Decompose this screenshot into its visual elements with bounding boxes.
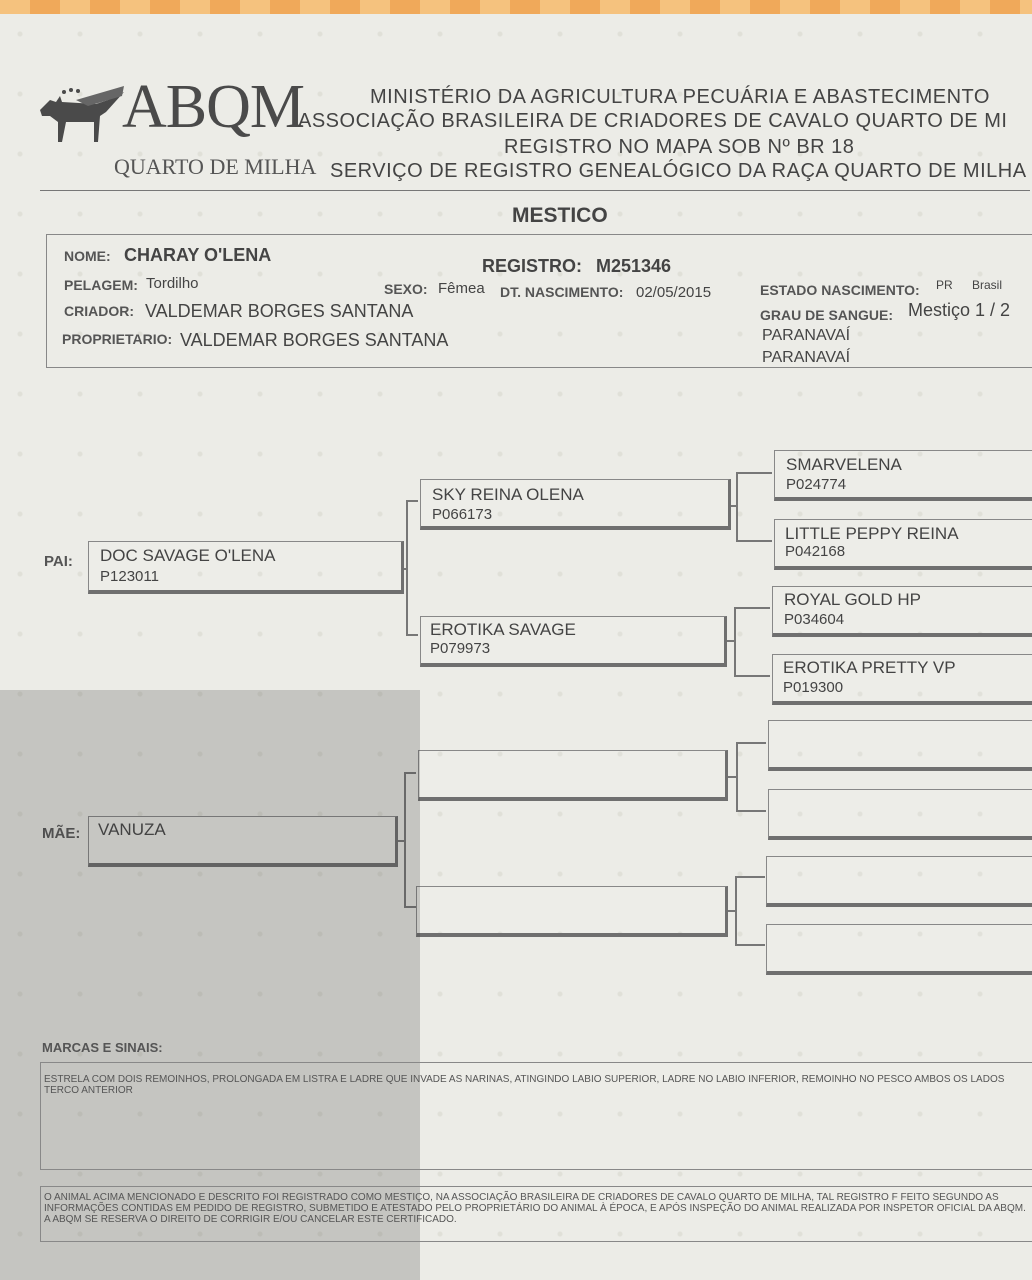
gg3-reg: P034604 (784, 611, 845, 628)
gg2-name: LITTLE PEPPY REINA (785, 524, 959, 543)
pedigree-connector-line (734, 607, 736, 677)
document-title: MESTICO (512, 204, 608, 227)
gg4-name: EROTIKA PRETTY VP (783, 658, 956, 677)
gg5-box (768, 720, 1032, 771)
horse-logo-icon (36, 82, 126, 152)
grau-value: Mestiço 1 / 2 (908, 300, 1011, 320)
sexo-value: Fêmea (438, 280, 485, 297)
grau-label: GRAU DE SANGUE: (760, 307, 894, 323)
proprietario-label: PROPRIETARIO: (62, 331, 173, 347)
pedigree-connector-line (736, 742, 738, 812)
pai-dam-name: EROTIKA SAVAGE (430, 620, 576, 639)
gg2-reg: P042168 (785, 543, 846, 560)
pedigree-connector-line (735, 876, 765, 878)
cidade-2: PARANAVAÍ (762, 349, 851, 366)
gg4-reg: P019300 (783, 679, 844, 696)
pedigree-connector-line (736, 472, 772, 474)
pedigree-connector-line (406, 634, 418, 636)
gg1-reg: P024774 (786, 476, 847, 493)
gg3-name: ROYAL GOLD HP (784, 590, 921, 609)
nome-label: NOME: (64, 248, 111, 264)
pedigree-connector-line (736, 540, 772, 542)
criador-value: VALDEMAR BORGES SANTANA (145, 301, 414, 321)
pelagem-label: PELAGEM: (64, 277, 138, 293)
pai-sire-reg: P066173 (432, 506, 493, 523)
pai-sire-name: SKY REINA OLENA (432, 485, 584, 504)
nascimento-label: DT. NASCIMENTO: (500, 284, 624, 300)
header-registro-mapa: REGISTRO NO MAPA SOB Nº BR 18 (504, 136, 855, 158)
logo-text: ABQM (122, 73, 305, 141)
mae-label: MÃE: (42, 825, 81, 842)
registro-value: M251346 (596, 256, 672, 276)
pedigree-connector-line (734, 675, 770, 677)
pedigree-connector-line (736, 742, 766, 744)
sexo-label: SEXO: (384, 281, 428, 297)
estado-label: ESTADO NASCIMENTO: (760, 282, 920, 298)
mae-dam-box (416, 886, 728, 937)
logo-subtitle: QUARTO DE MILHA (114, 154, 317, 179)
pedigree-connector-line (406, 500, 408, 636)
nome-value: CHARAY O'LENA (124, 245, 272, 265)
marcas-text: ESTRELA COM DOIS REMOINHOS, PROLONGADA EM LISTRA E LADRE QUE INVADE AS NARINAS, ATINGINDO LABIO SUPERIOR, LADRE NO LABIO INFERIOR, REMOINHO NO PESCO AMBOS OS LADOS TERCO ANTERIOR (44, 1074, 1005, 1096)
pai-name: DOC SAVAGE O'LENA (100, 546, 276, 565)
cidade-1: PARANAVAÍ (762, 327, 851, 344)
pedigree-connector-line (736, 472, 738, 542)
gg7-box (766, 856, 1032, 907)
pedigree-connector-line (735, 876, 737, 946)
pedigree-connector-line (736, 810, 766, 812)
estado-value: PR (936, 278, 953, 292)
header-association: ASSOCIAÇÃO BRASILEIRA DE CRIADORES DE CAVALO QUARTO DE MI (298, 110, 1008, 132)
proprietario-value: VALDEMAR BORGES SANTANA (180, 330, 449, 350)
footer-text: O ANIMAL ACIMA MENCIONADO E DESCRITO FOI REGISTRADO COMO MESTIÇO, NA ASSOCIAÇÃO BRASILEIRA DE CRIADORES DE CAVALO QUARTO DE MILHA, TAL REGISTRO F FEITO SEGUNDO AS INFORMAÇÕES CONTIDAS EM PEDIDO DE REGISTRO, SUBMETIDO E ATESTADO PELO PROPRIETÁRIO DO ANIMAL À ÉPOCA, E APÓS INSPEÇÃO DO ANIMAL REALIZADA POR INSPETOR OFICIAL DA ABQM. A ABQM SE RESERVA O DIREITO DE CORRIGIR E/OU CANCELAR ESTE CERTIFICADO. (44, 1192, 1026, 1225)
pedigree-connector-line (734, 607, 770, 609)
mae-name: VANUZA (98, 820, 166, 839)
gg1-name: SMARVELENA (786, 455, 902, 474)
gg8-box (766, 924, 1032, 975)
pelagem-value: Tordilho (146, 275, 199, 292)
pedigree-connector-line (406, 500, 418, 502)
criador-label: CRIADOR: (64, 303, 134, 319)
pai-dam-reg: P079973 (430, 640, 491, 657)
abqm-logo (36, 72, 317, 184)
marcas-label: MARCAS E SINAIS: (42, 1040, 163, 1055)
header-servico: SERVIÇO DE REGISTRO GENEALÓGICO DA RAÇA QUARTO DE MILHA (330, 160, 1027, 182)
mae-sire-box (418, 750, 728, 801)
gg6-box (768, 789, 1032, 840)
pais-value: Brasil (972, 278, 1003, 292)
header-rule (40, 190, 1030, 191)
pedigree-connector-line (735, 944, 765, 946)
pai-label: PAI: (44, 553, 73, 570)
header-ministry: MINISTÉRIO DA AGRICULTURA PECUÁRIA E ABASTECIMENTO (370, 86, 990, 108)
pai-reg: P123011 (100, 568, 159, 585)
nascimento-value: 02/05/2015 (636, 284, 712, 301)
registro-label: REGISTRO: (482, 256, 583, 276)
